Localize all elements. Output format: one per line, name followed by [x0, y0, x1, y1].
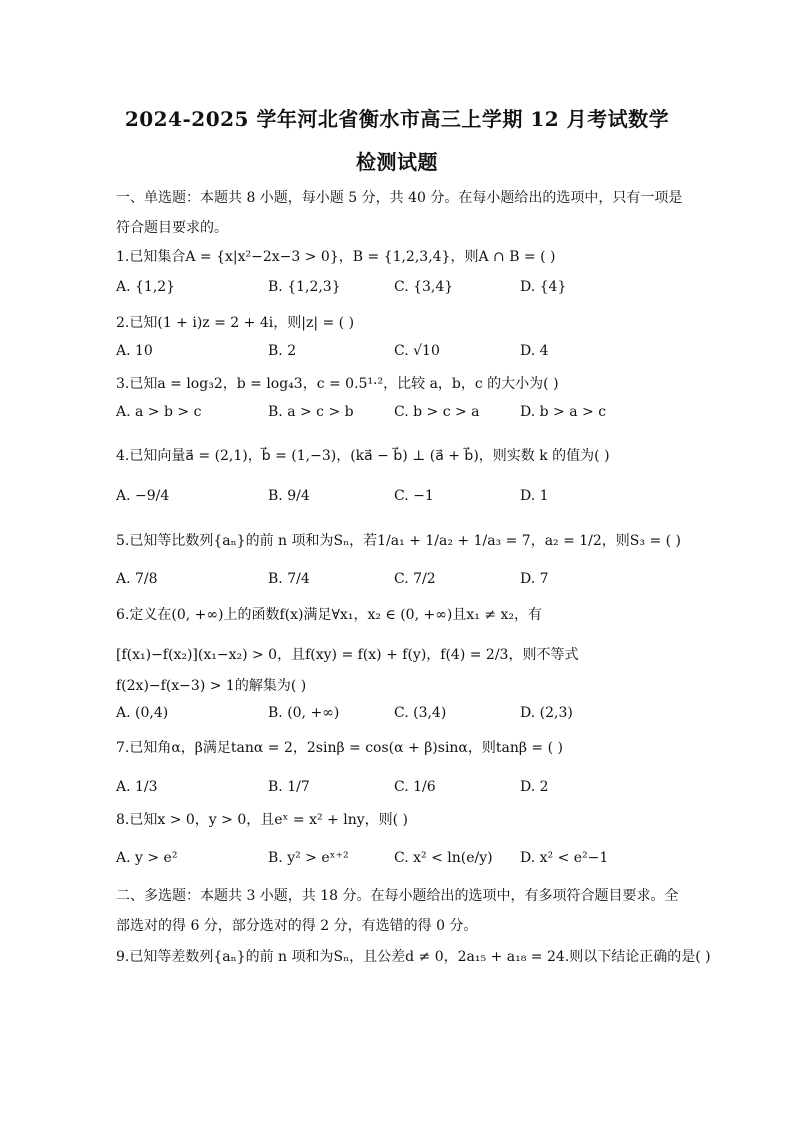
question-4-stem: 4.已知向量a⃗ = (2,1)，b⃗ = (1,−3)，(ka⃗ − b⃗) ⊥ (a⃗ + b⃗)，则实数 k 的值为( ) — [116, 448, 610, 464]
option-a: A. 7/8 — [116, 571, 158, 587]
option-b: B. (0, +∞) — [268, 705, 340, 721]
question-6-stem-line3: f(2x)−f(x−3) > 1的解集为( ) — [116, 678, 307, 694]
option-b: B. {1,2,3} — [268, 279, 341, 295]
option-d: D. {4} — [520, 279, 567, 295]
question-1-options — [116, 279, 696, 301]
question-8-options — [116, 850, 696, 872]
option-a: A. 1/3 — [116, 779, 158, 795]
option-a: A. (0,4) — [116, 705, 169, 721]
option-d: D. 7 — [520, 571, 549, 587]
option-b: B. 2 — [268, 343, 297, 359]
option-d: D. 4 — [520, 343, 549, 359]
option-d: D. 1 — [520, 488, 549, 504]
question-9-stem: 9.已知等差数列{aₙ}的前 n 项和为Sₙ，且公差d ≠ 0，2a₁₅ + a₁₈ = 24.则以下结论正确的是( ) — [116, 949, 711, 965]
question-3-stem: 3.已知a = log₃2，b = log₄3，c = 0.5¹·²，比较 a，b，c 的大小为( ) — [116, 376, 559, 392]
option-c: C. √10 — [394, 343, 440, 359]
option-d: D. b > a > c — [520, 404, 607, 420]
option-a: A. 10 — [116, 343, 153, 359]
option-a: A. −9/4 — [116, 488, 170, 504]
question-6-stem-line2: [f(x₁)−f(x₂)](x₁−x₂) > 0，且f(xy) = f(x) + f(y)，f(4) = 2/3，则不等式 — [116, 647, 579, 663]
section1-instructions-line1: 一、单选题：本题共 8 小题，每小题 5 分，共 40 分。在每小题给出的选项中，只有一项是 — [116, 190, 683, 206]
question-2-options — [116, 343, 696, 365]
question-2-stem: 2.已知(1 + i)z = 2 + 4i，则|z| = ( ) — [116, 315, 355, 331]
question-5-stem: 5.已知等比数列{aₙ}的前 n 项和为Sₙ，若1/a₁ + 1/a₂ + 1/a₃ = 7，a₂ = 1/2，则S₃ = ( ) — [116, 533, 682, 549]
question-8-stem: 8.已知x > 0，y > 0，且eˣ = x² + lny，则( ) — [116, 812, 409, 828]
question-4-options — [116, 488, 696, 510]
option-d: D. x² < e²−1 — [520, 850, 609, 866]
question-5-options — [116, 571, 696, 593]
option-b: B. 1/7 — [268, 779, 310, 795]
option-a: A. a > b > c — [116, 404, 202, 420]
option-c: C. b > c > a — [394, 404, 480, 420]
question-6-stem-line1: 6.定义在(0, +∞)上的函数f(x)满足∀x₁，x₂ ∈ (0, +∞)且x₁ ≠ x₂，有 — [116, 607, 542, 623]
question-1-stem: 1.已知集合A = {x|x²−2x−3 > 0}，B = {1,2,3,4}，则A ∩ B = ( ) — [116, 249, 556, 265]
exam-title-line2: 检测试题 — [356, 150, 438, 174]
question-6-options — [116, 705, 696, 727]
option-b: B. a > c > b — [268, 404, 354, 420]
question-7-options — [116, 779, 696, 801]
question-7-stem: 7.已知角α，β满足tanα = 2，2sinβ = cos(α + β)sinα，则tanβ = ( ) — [116, 740, 563, 756]
section2-instructions-line2: 部选对的得 6 分，部分选对的得 2 分，有选错的得 0 分。 — [116, 918, 478, 934]
exam-title-line1: 2024-2025 学年河北省衡水市高三上学期 12 月考试数学 — [124, 107, 670, 131]
option-c: C. {3,4} — [394, 279, 454, 295]
option-a: A. y > e² — [116, 850, 178, 866]
option-b: B. 9/4 — [268, 488, 310, 504]
option-c: C. 1/6 — [394, 779, 436, 795]
option-c: C. (3,4) — [394, 705, 447, 721]
option-c: C. −1 — [394, 488, 434, 504]
option-a: A. {1,2} — [116, 279, 176, 295]
section2-instructions-line1: 二、多选题：本题共 3 小题，共 18 分。在每小题给出的选项中，有多项符合题目要求。全 — [116, 888, 679, 904]
option-c: C. x² < ln(e/y) — [394, 850, 493, 866]
section1-instructions-line2: 符合题目要求的。 — [116, 220, 228, 236]
option-b: B. y² > eˣ⁺² — [268, 850, 349, 866]
option-b: B. 7/4 — [268, 571, 310, 587]
option-d: D. 2 — [520, 779, 549, 795]
option-c: C. 7/2 — [394, 571, 436, 587]
option-d: D. (2,3) — [520, 705, 573, 721]
question-3-options — [116, 404, 696, 426]
